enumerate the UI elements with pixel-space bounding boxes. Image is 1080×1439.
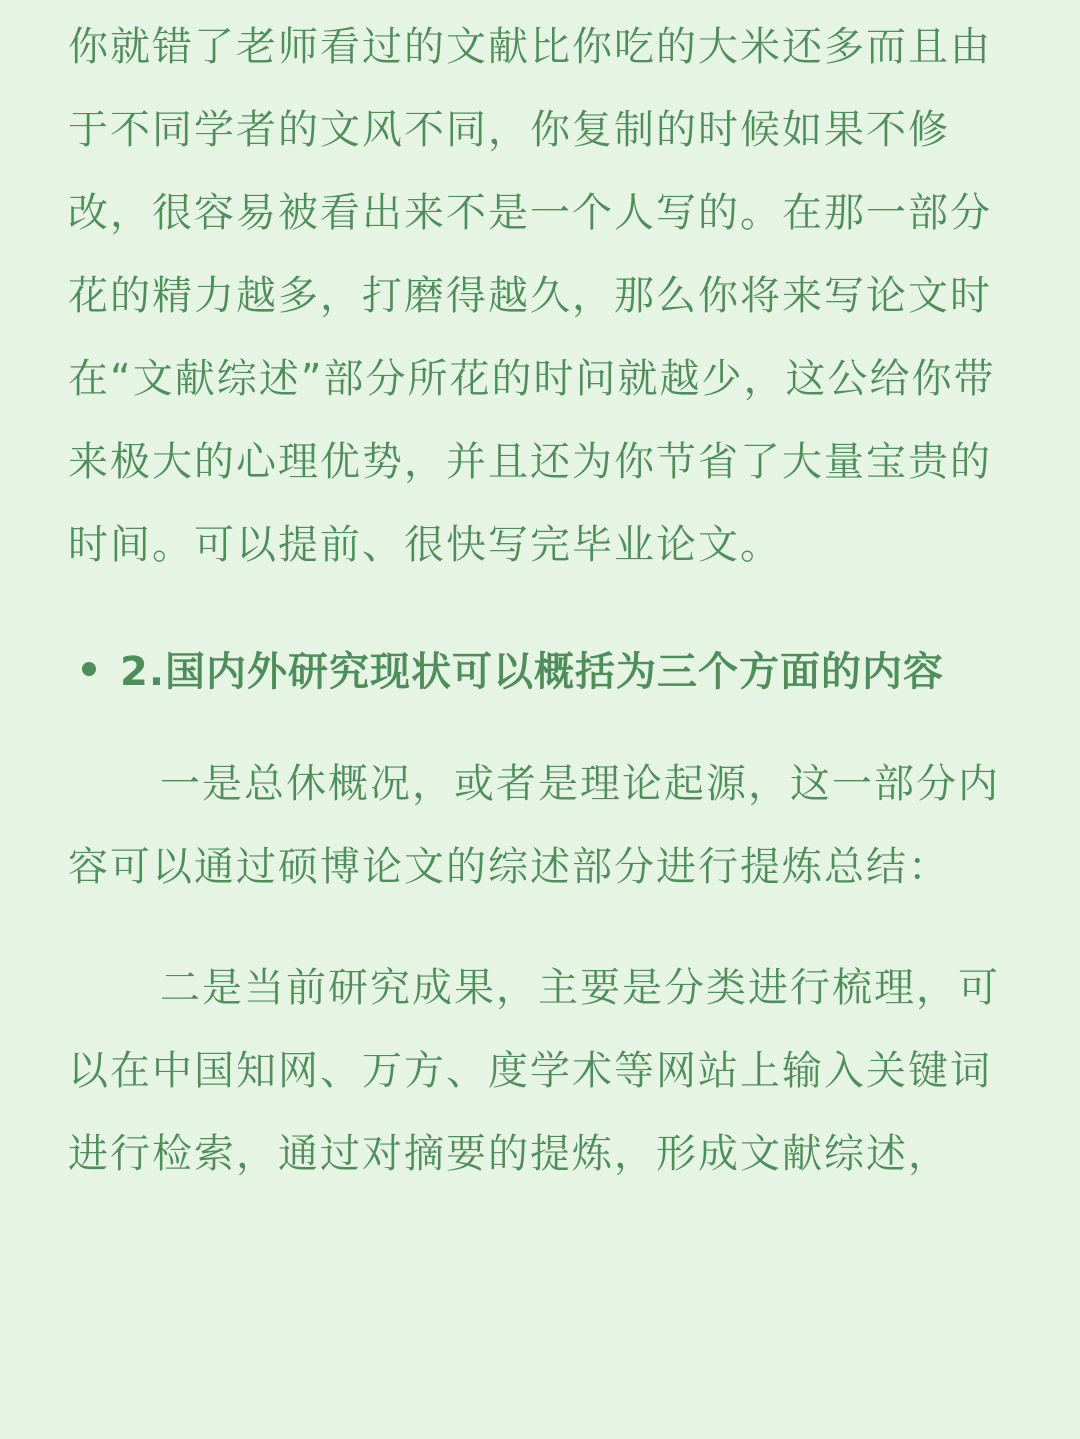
section-heading bbox=[68, 627, 1006, 710]
bullet-icon bbox=[82, 662, 96, 676]
body-paragraph: 一是总休概况，或者是理论起源，这一部分内容可以通过硕博论文的综述部分进行提炼总结： bbox=[68, 761, 1000, 890]
section-heading-text: 2.国内外研究现状可以概括为三个方面的内容 bbox=[120, 649, 945, 695]
body-paragraph: 你就错了老师看过的文献比你吃的大米还多而且由于不同学者的文风不同，你复制的时候如果不修改，很容易被看出来不是一个人写的。在那一部分花的精力越多，打磨得越久，那么你将来写论文时在“文献综述”部分所花的时问就越少，这公给你带来极大的心理优势，并且还为你节省了大量宝贵的时间。可以提前、很快写完毕业论文。 bbox=[68, 24, 996, 568]
body-paragraph: 二是当前研究成果，主要是分类进行梳理，可以在中国知网、万方、度学术等网站上输入关键词进行检索，通过对摘要的提炼，形成文献综述， bbox=[68, 965, 1000, 1177]
